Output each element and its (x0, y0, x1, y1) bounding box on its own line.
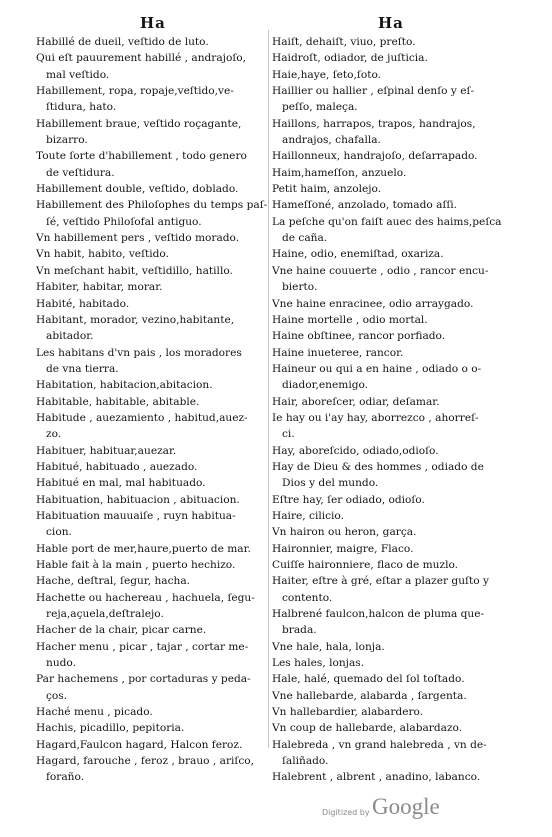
entry-line: Habitant, morador, vezino,habitante, (36, 313, 235, 326)
entry-line: Habituation, habituacion , abituacion. (36, 493, 240, 506)
entry-line: de vna tierra. (46, 362, 119, 375)
entry-line: Haine inueteree, rancor. (272, 346, 404, 359)
entry-line: Habiter, habitar, morar. (36, 281, 163, 294)
entry-line: reja,açuela,deſtralejo. (46, 608, 164, 621)
google-logo: Google (372, 794, 440, 819)
entry-line: Hable port de mer,haure,puerto de mar. (36, 542, 251, 555)
watermark-caption: Digitized by (322, 808, 370, 817)
entry-line: zo. (46, 428, 62, 441)
entry-line: Halebreda , vn grand halebreda , vn de- (272, 738, 487, 751)
entry-line: de veſtidura. (46, 166, 115, 179)
entry-line: Dios y del mundo. (282, 477, 379, 490)
entry-line: Haiſt, dehaiſt, viuo, preſto. (272, 36, 416, 48)
entry-line: Les habitans d'vn pais , los moradores (36, 346, 242, 359)
entry-line: Vne haine couuerte , odio , rancor encu- (272, 264, 489, 277)
entry-line: andrajos, chafalla. (282, 134, 381, 147)
entry-line: contento. (282, 591, 333, 604)
entry-line: Haironnier, maigre, Flaco. (272, 542, 414, 555)
entry-line: de caña. (282, 232, 328, 245)
entry-line: Vn hallebardier, alabardero. (272, 706, 424, 719)
entry-line: Toute ſorte d'habillement , todo genero (36, 150, 247, 163)
entry-line: Habillé de dueil, veſtido de luto. (36, 36, 209, 48)
entry-line: Haine, odio, enemiſtad, oxariza. (272, 248, 444, 261)
entry-line: mal veſtido. (46, 68, 110, 81)
left-column-header: Ha (140, 14, 166, 32)
entry-line: nudo. (46, 657, 76, 670)
entry-line: Vn hairon ou heron, garça. (272, 526, 417, 539)
entry-line: Haillonneux, handrajoſo, deſarrapado. (272, 150, 478, 163)
entry-line: Haidroſt, odiador, de juſticia. (272, 52, 428, 65)
left-dictionary-column (36, 34, 272, 786)
entry-line: Hay, aboreſcido, odiado,odioſo. (272, 444, 439, 457)
entry-line: peſſo, maleça. (282, 101, 358, 114)
entry-line: ſé, veſtido Philoſofal antiguo. (46, 215, 202, 228)
entry-line: diador,enemigo. (282, 379, 369, 392)
entry-line: Habillement, ropa, ropaje,veſtido,ve- (36, 85, 234, 98)
entry-line: Par hachemens , por cortaduras y peda- (36, 673, 251, 686)
entry-line: abitador. (46, 330, 94, 343)
entry-line: Hacher menu , picar , tajar , cortar me- (36, 640, 249, 653)
entry-line: Habillement double, veſtido, doblado. (36, 183, 239, 196)
entry-line: Habituer, habituar,auezar. (36, 444, 177, 457)
entry-line: ſaliñado. (282, 755, 329, 768)
entry-line: Habitué en mal, mal habituado. (36, 477, 206, 490)
entry-line: Petit haim, anzolejo. (272, 183, 382, 196)
entry-line: Vne haine enracinee, odio arraygado. (272, 297, 474, 310)
entry-line: cion. (46, 526, 72, 539)
entry-line: Habité, habitado. (36, 297, 130, 310)
entry-line: Hagard, farouche , feroz , brauo , ariſco, (36, 755, 255, 768)
entry-line: Vn habit, habito, veſtido. (36, 248, 169, 261)
entry-line: Habillement braue, veſtido roçagante, (36, 117, 242, 130)
entry-line: Hay de Dieu & des hommes , odiado de (272, 460, 484, 473)
entry-line: Hache, deſtral, ſegur, hacha. (36, 575, 191, 588)
entry-line: Haie,haye, ſeto,ſoto. (272, 68, 382, 81)
entry-line: Hameſſoné, anzolado, tomado aſſi. (272, 199, 458, 212)
entry-line: Vne hallebarde, alabarda , ſargenta. (272, 689, 467, 702)
entry-line: Hale, halé, quemado del ſol toſtado. (272, 673, 465, 686)
entry-line: Ie hay ou i'ay hay, aborrezco , ahorreſ- (272, 411, 479, 424)
entry-line: Haillier ou hallier , eſpinal denſo y eſ- (272, 85, 475, 98)
entry-line: Haché menu , picado. (36, 706, 153, 719)
entry-line: Qui eſt pauurement habillé , andrajoſo, (36, 52, 247, 65)
entry-line: Habillement des Philoſophes du temps paſ- (36, 199, 268, 212)
entry-line: Vne hale, hala, lonja. (272, 640, 385, 653)
entry-line: brada. (282, 624, 317, 637)
entry-line: Haim,hameſſon, anzuelo. (272, 166, 407, 179)
entry-line: Haine mortelle , odio mortal. (272, 313, 428, 326)
entry-line: bierto. (282, 281, 318, 294)
entry-line: Habitude , auezamiento , habitud,auez- (36, 411, 248, 424)
entry-line: bizarro. (46, 134, 88, 147)
entry-line: Haire, cilicio. (272, 509, 344, 522)
entry-line: Habituation mauuaiſe , ruyn habitua- (36, 509, 236, 522)
entry-line: Hachis, picadillo, pepitoria. (36, 722, 185, 735)
entry-line: Habitation, habitacion,abitacion. (36, 379, 213, 392)
column-divider (268, 30, 269, 748)
entry-line: Vn meſchant habit, veſtidillo, hatillo. (36, 264, 233, 277)
entry-line: ſtidura, hato. (46, 101, 117, 114)
entry-line: Hair, aboreſcer, odiar, deſamar. (272, 395, 440, 408)
entry-line: Haine obſtinee, rancor porfiado. (272, 330, 446, 343)
entry-line: Cuiſſe haironniere, flaco de muzlo. (272, 559, 459, 571)
entry-line: Les hales, lonjas. (272, 657, 365, 670)
digitized-by-google-watermark (322, 794, 522, 822)
right-column-header: Ha (378, 14, 404, 32)
entry-line: foraño. (46, 771, 85, 784)
entry-line: Hacher de la chair, picar carne. (36, 624, 207, 637)
entry-line: Vn coup de hallebarde, alabardazo. (272, 722, 463, 735)
entry-line: Halbrené faulcon,halcon de pluma que- (272, 608, 485, 621)
entry-line: Habitué, habituado , auezado. (36, 460, 198, 473)
entry-line: Eſtre hay, ſer odiado, odioſo. (272, 493, 425, 506)
right-dictionary-column (272, 34, 526, 786)
entry-line: Vn habillement pers , veſtido morado. (36, 232, 240, 245)
entry-line: Habitable, habitable, abitable. (36, 395, 200, 408)
entry-line: Hachette ou hachereau , hachuela, ſegu- (36, 591, 255, 604)
entry-line: Hable fait à la main , puerto hechizo. (36, 559, 236, 571)
entry-line: Halebrent , albrent , anadino, labanco. (272, 771, 481, 784)
entry-line: Hagard,Faulcon hagard, Halcon feroz. (36, 738, 243, 751)
entry-line: Haillons, harrapos, trapos, handrajos, (272, 117, 476, 130)
entry-line: Haiter, eſtre à gré, eſtar a plazer guſto y (272, 575, 489, 588)
entry-line: Haineur ou qui a en haine , odiado o o- (272, 362, 482, 375)
entry-line: ci. (282, 428, 295, 441)
entry-line: La peſche qu'on faiſt auec des haims,peſca (272, 215, 502, 228)
entry-line: ços. (46, 689, 68, 702)
